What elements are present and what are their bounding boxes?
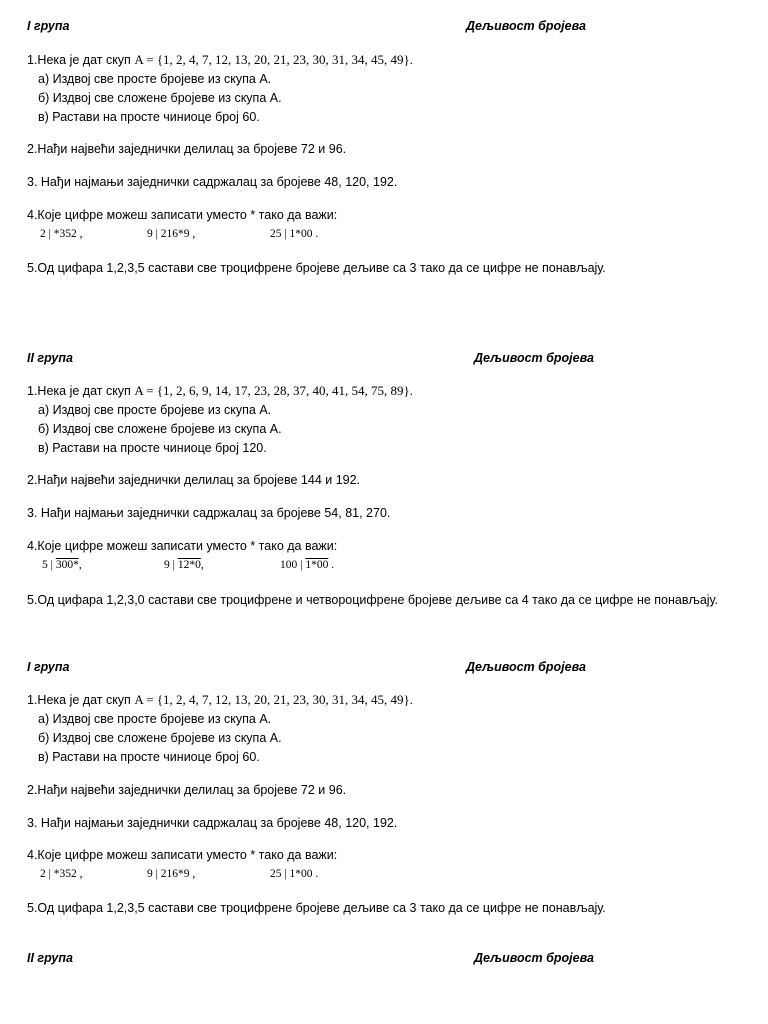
question-2: 2.Нађи највећи заједнички делилац за бројеве 72 и 96. bbox=[27, 783, 347, 797]
set-formula: A = {1, 2, 6, 9, 14, 17, 23, 28, 37, 40, 41, 54, 75, 89}. bbox=[134, 383, 414, 398]
question-1a: а) Издвој све просте бројеве из скупа A. bbox=[38, 72, 272, 86]
group-title: I група bbox=[27, 19, 70, 33]
group-title: II група bbox=[27, 951, 73, 965]
dividend: 12*0 bbox=[177, 559, 201, 571]
question-1c: в) Растави на просте чиниоце број 60. bbox=[38, 750, 260, 764]
topic-title: Дељивост бројева bbox=[466, 660, 586, 674]
question-2: 2.Нађи највећи заједнички делилац за бројеве 72 и 96. bbox=[27, 142, 347, 156]
question-5: 5.Од цифара 1,2,3,0 састави све троцифрене и четвороцифрене бројеве дељиве са 4 тако да се цифре не понављају. bbox=[27, 593, 719, 607]
group-title: I група bbox=[27, 660, 70, 674]
question-1b: б) Издвој све сложене бројеве из скупа A. bbox=[38, 91, 282, 105]
question-4: 4.Које цифре можеш записати уместо * тако да важи: bbox=[27, 208, 338, 222]
group-title: II група bbox=[27, 351, 73, 365]
separator: , bbox=[78, 559, 82, 571]
question-1a: а) Издвој све просте бројеве из скупа A. bbox=[38, 712, 272, 726]
question-5: 5.Од цифара 1,2,3,5 састави све троцифрене бројеве дељиве са 3 тако да се цифре не понављају. bbox=[27, 901, 606, 915]
divisibility-expr-2: 9 | 216*9 , bbox=[147, 228, 196, 240]
divisibility-expr-3: 25 | 1*00 . bbox=[270, 228, 319, 240]
question-2: 2.Нађи највећи заједнички делилац за бројеве 144 и 192. bbox=[27, 473, 361, 487]
set-formula: A = {1, 2, 4, 7, 12, 13, 20, 21, 23, 30, 31, 34, 45, 49}. bbox=[134, 52, 414, 67]
question-1b: б) Издвој све сложене бројеве из скупа A. bbox=[38, 731, 282, 745]
question-1 bbox=[27, 52, 413, 68]
question-1 bbox=[27, 692, 413, 708]
question-4: 4.Које цифре можеш записати уместо * тако да важи: bbox=[27, 539, 338, 553]
question-4: 4.Које цифре можеш записати уместо * тако да важи: bbox=[27, 848, 338, 862]
topic-title: Дељивост бројева bbox=[466, 19, 586, 33]
divisor: 100 | bbox=[280, 559, 303, 571]
question-1 bbox=[27, 383, 413, 399]
divisor: 5 | bbox=[42, 559, 53, 571]
question-5: 5.Од цифара 1,2,3,5 састави све троцифрене бројеве дељиве са 3 тако да се цифре не понављају. bbox=[27, 261, 606, 275]
separator: . bbox=[331, 559, 335, 571]
set-formula: A = {1, 2, 4, 7, 12, 13, 20, 21, 23, 30, 31, 34, 45, 49}. bbox=[134, 692, 414, 707]
divisibility-expr-1: 2 | *352 , bbox=[40, 228, 83, 240]
separator: , bbox=[200, 559, 204, 571]
divisibility-expr-1 bbox=[42, 559, 82, 571]
divisibility-expr-2: 9 | 216*9 , bbox=[147, 868, 196, 880]
question-1c: в) Растави на просте чиниоце број 120. bbox=[38, 441, 267, 455]
divisibility-expr-1: 2 | *352 , bbox=[40, 868, 83, 880]
dividend: 1*00 bbox=[305, 559, 329, 571]
question-3: 3. Нађи најмањи заједнички садржалац за бројеве 48, 120, 192. bbox=[27, 816, 398, 830]
divisibility-expr-3: 25 | 1*00 . bbox=[270, 868, 319, 880]
question-1-prefix: 1.Нека је дат скуп bbox=[27, 384, 131, 398]
question-1b: б) Издвој све сложене бројеве из скупа A. bbox=[38, 422, 282, 436]
divisibility-expr-3 bbox=[280, 559, 334, 571]
question-1a: а) Издвој све просте бројеве из скупа A. bbox=[38, 403, 272, 417]
divisor: 9 | bbox=[164, 559, 175, 571]
dividend: 300* bbox=[55, 559, 79, 571]
divisibility-expr-2 bbox=[164, 559, 204, 571]
topic-title: Дељивост бројева bbox=[474, 951, 594, 965]
topic-title: Дељивост бројева bbox=[474, 351, 594, 365]
question-1-prefix: 1.Нека је дат скуп bbox=[27, 693, 131, 707]
question-3: 3. Нађи најмањи заједнички садржалац за бројеве 54, 81, 270. bbox=[27, 506, 391, 520]
question-3: 3. Нађи најмањи заједнички садржалац за бројеве 48, 120, 192. bbox=[27, 175, 398, 189]
question-1-prefix: 1.Нека је дат скуп bbox=[27, 53, 131, 67]
question-1c: в) Растави на просте чиниоце број 60. bbox=[38, 110, 260, 124]
